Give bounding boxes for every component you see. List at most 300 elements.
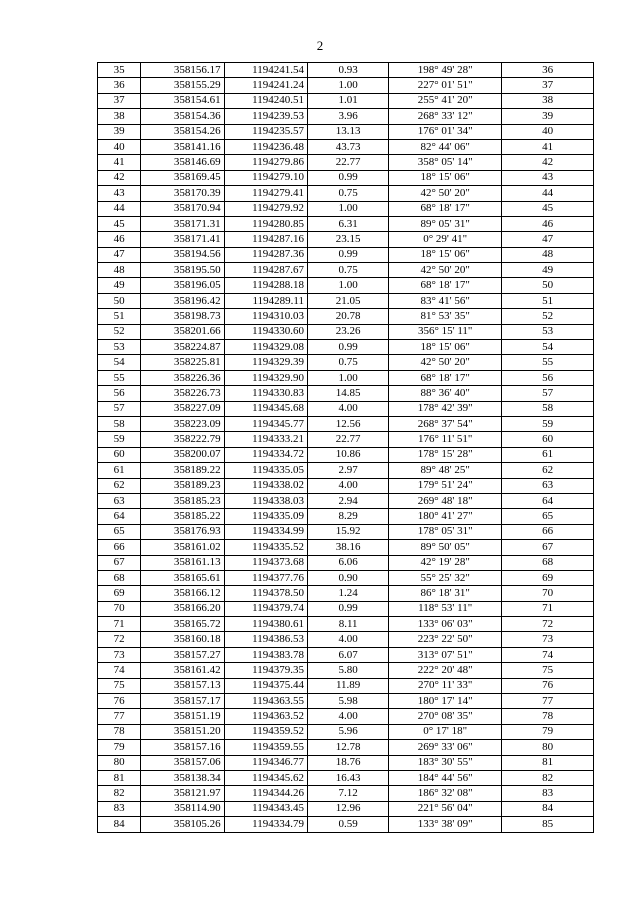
next-point-number-cell: 45 [502, 201, 594, 216]
distance-cell: 0.75 [307, 263, 388, 278]
y-coordinate-cell: 1194329.08 [224, 340, 307, 355]
x-coordinate-cell: 358157.13 [141, 678, 224, 693]
table-row [98, 632, 594, 647]
bearing-cell: 82° 44' 06" [389, 139, 502, 154]
y-coordinate-cell: 1194335.09 [224, 509, 307, 524]
next-point-number-cell: 59 [502, 416, 594, 431]
bearing-cell: 42° 50' 20" [389, 186, 502, 201]
point-number-cell: 53 [98, 340, 141, 355]
distance-cell: 6.06 [307, 555, 388, 570]
next-point-number-cell: 69 [502, 570, 594, 585]
y-coordinate-cell: 1194338.02 [224, 478, 307, 493]
distance-cell: 10.86 [307, 447, 388, 462]
table-row [98, 694, 594, 709]
bearing-cell: 68° 18' 17" [389, 201, 502, 216]
x-coordinate-cell: 358226.73 [141, 386, 224, 401]
x-coordinate-cell: 358146.69 [141, 155, 224, 170]
point-number-cell: 37 [98, 93, 141, 108]
bearing-cell: 184° 44' 56" [389, 770, 502, 785]
distance-cell: 22.77 [307, 432, 388, 447]
y-coordinate-cell: 1194345.62 [224, 770, 307, 785]
y-coordinate-cell: 1194280.85 [224, 216, 307, 231]
table-row [98, 463, 594, 478]
table-row [98, 770, 594, 785]
table-row [98, 247, 594, 262]
point-number-cell: 72 [98, 632, 141, 647]
x-coordinate-cell: 358141.16 [141, 139, 224, 154]
bearing-cell: 313° 07' 51" [389, 647, 502, 662]
distance-cell: 8.11 [307, 617, 388, 632]
y-coordinate-cell: 1194279.41 [224, 186, 307, 201]
y-coordinate-cell: 1194288.18 [224, 278, 307, 293]
distance-cell: 23.26 [307, 324, 388, 339]
distance-cell: 0.90 [307, 570, 388, 585]
next-point-number-cell: 77 [502, 694, 594, 709]
point-number-cell: 64 [98, 509, 141, 524]
next-point-number-cell: 62 [502, 463, 594, 478]
next-point-number-cell: 64 [502, 493, 594, 508]
distance-cell: 11.89 [307, 678, 388, 693]
table-row [98, 786, 594, 801]
table-row [98, 493, 594, 508]
bearing-cell: 223° 22' 50" [389, 632, 502, 647]
y-coordinate-cell: 1194373.68 [224, 555, 307, 570]
next-point-number-cell: 80 [502, 740, 594, 755]
distance-cell: 5.96 [307, 724, 388, 739]
x-coordinate-cell: 358161.13 [141, 555, 224, 570]
distance-cell: 0.93 [307, 63, 388, 78]
y-coordinate-cell: 1194359.55 [224, 740, 307, 755]
next-point-number-cell: 68 [502, 555, 594, 570]
table-row [98, 78, 594, 93]
table-row [98, 416, 594, 431]
table-row [98, 340, 594, 355]
x-coordinate-cell: 358222.79 [141, 432, 224, 447]
y-coordinate-cell: 1194334.99 [224, 524, 307, 539]
next-point-number-cell: 76 [502, 678, 594, 693]
point-number-cell: 66 [98, 540, 141, 555]
next-point-number-cell: 42 [502, 155, 594, 170]
distance-cell: 15.92 [307, 524, 388, 539]
next-point-number-cell: 58 [502, 401, 594, 416]
point-number-cell: 59 [98, 432, 141, 447]
point-number-cell: 46 [98, 232, 141, 247]
next-point-number-cell: 40 [502, 124, 594, 139]
coordinates-table-body [98, 63, 594, 833]
bearing-cell: 269° 33' 06" [389, 740, 502, 755]
table-row [98, 263, 594, 278]
distance-cell: 12.96 [307, 801, 388, 816]
point-number-cell: 63 [98, 493, 141, 508]
next-point-number-cell: 71 [502, 601, 594, 616]
distance-cell: 2.97 [307, 463, 388, 478]
next-point-number-cell: 66 [502, 524, 594, 539]
point-number-cell: 38 [98, 109, 141, 124]
next-point-number-cell: 56 [502, 370, 594, 385]
x-coordinate-cell: 358121.97 [141, 786, 224, 801]
y-coordinate-cell: 1194279.86 [224, 155, 307, 170]
x-coordinate-cell: 358196.05 [141, 278, 224, 293]
x-coordinate-cell: 358171.41 [141, 232, 224, 247]
point-number-cell: 70 [98, 601, 141, 616]
x-coordinate-cell: 358157.17 [141, 694, 224, 709]
distance-cell: 38.16 [307, 540, 388, 555]
next-point-number-cell: 41 [502, 139, 594, 154]
bearing-cell: 221° 56' 04" [389, 801, 502, 816]
next-point-number-cell: 60 [502, 432, 594, 447]
page-number: 2 [316, 38, 324, 53]
bearing-cell: 42° 50' 20" [389, 263, 502, 278]
next-point-number-cell: 47 [502, 232, 594, 247]
x-coordinate-cell: 358176.93 [141, 524, 224, 539]
distance-cell: 14.85 [307, 386, 388, 401]
distance-cell: 20.78 [307, 309, 388, 324]
y-coordinate-cell: 1194346.77 [224, 755, 307, 770]
table-row [98, 355, 594, 370]
table-row [98, 309, 594, 324]
point-number-cell: 39 [98, 124, 141, 139]
distance-cell: 4.00 [307, 478, 388, 493]
distance-cell: 3.96 [307, 109, 388, 124]
table-row [98, 555, 594, 570]
distance-cell: 13.13 [307, 124, 388, 139]
table-row [98, 678, 594, 693]
bearing-cell: 268° 37' 54" [389, 416, 502, 431]
y-coordinate-cell: 1194287.67 [224, 263, 307, 278]
distance-cell: 6.31 [307, 216, 388, 231]
bearing-cell: 88° 36' 40" [389, 386, 502, 401]
next-point-number-cell: 52 [502, 309, 594, 324]
bearing-cell: 42° 19' 28" [389, 555, 502, 570]
x-coordinate-cell: 358155.29 [141, 78, 224, 93]
point-number-cell: 84 [98, 817, 141, 832]
x-coordinate-cell: 358226.36 [141, 370, 224, 385]
bearing-cell: 42° 50' 20" [389, 355, 502, 370]
table-row [98, 755, 594, 770]
table-row [98, 278, 594, 293]
x-coordinate-cell: 358157.16 [141, 740, 224, 755]
bearing-cell: 81° 53' 35" [389, 309, 502, 324]
x-coordinate-cell: 358156.17 [141, 63, 224, 78]
distance-cell: 0.99 [307, 601, 388, 616]
table-row [98, 817, 594, 832]
y-coordinate-cell: 1194289.11 [224, 293, 307, 308]
y-coordinate-cell: 1194386.53 [224, 632, 307, 647]
next-point-number-cell: 72 [502, 617, 594, 632]
distance-cell: 0.99 [307, 170, 388, 185]
y-coordinate-cell: 1194380.61 [224, 617, 307, 632]
y-coordinate-cell: 1194239.53 [224, 109, 307, 124]
next-point-number-cell: 46 [502, 216, 594, 231]
y-coordinate-cell: 1194344.26 [224, 786, 307, 801]
y-coordinate-cell: 1194287.16 [224, 232, 307, 247]
next-point-number-cell: 57 [502, 386, 594, 401]
bearing-cell: 68° 18' 17" [389, 278, 502, 293]
bearing-cell: 89° 50' 05" [389, 540, 502, 555]
point-number-cell: 81 [98, 770, 141, 785]
bearing-cell: 68° 18' 17" [389, 370, 502, 385]
table-row [98, 370, 594, 385]
y-coordinate-cell: 1194377.76 [224, 570, 307, 585]
x-coordinate-cell: 358157.06 [141, 755, 224, 770]
y-coordinate-cell: 1194287.36 [224, 247, 307, 262]
y-coordinate-cell: 1194359.52 [224, 724, 307, 739]
point-number-cell: 51 [98, 309, 141, 324]
y-coordinate-cell: 1194375.44 [224, 678, 307, 693]
distance-cell: 6.07 [307, 647, 388, 662]
distance-cell: 1.24 [307, 586, 388, 601]
point-number-cell: 43 [98, 186, 141, 201]
bearing-cell: 176° 01' 34" [389, 124, 502, 139]
bearing-cell: 133° 38' 09" [389, 817, 502, 832]
x-coordinate-cell: 358114.90 [141, 801, 224, 816]
table-row [98, 740, 594, 755]
x-coordinate-cell: 358170.39 [141, 186, 224, 201]
y-coordinate-cell: 1194383.78 [224, 647, 307, 662]
x-coordinate-cell: 358105.26 [141, 817, 224, 832]
next-point-number-cell: 79 [502, 724, 594, 739]
bearing-cell: 179° 51' 24" [389, 478, 502, 493]
bearing-cell: 118° 53' 11" [389, 601, 502, 616]
distance-cell: 21.05 [307, 293, 388, 308]
bearing-cell: 268° 33' 12" [389, 109, 502, 124]
table-row [98, 709, 594, 724]
distance-cell: 23.15 [307, 232, 388, 247]
distance-cell: 0.99 [307, 247, 388, 262]
y-coordinate-cell: 1194378.50 [224, 586, 307, 601]
coordinates-table [97, 62, 594, 833]
bearing-cell: 18° 15' 06" [389, 247, 502, 262]
y-coordinate-cell: 1194363.52 [224, 709, 307, 724]
next-point-number-cell: 74 [502, 647, 594, 662]
distance-cell: 2.94 [307, 493, 388, 508]
point-number-cell: 83 [98, 801, 141, 816]
point-number-cell: 35 [98, 63, 141, 78]
y-coordinate-cell: 1194330.83 [224, 386, 307, 401]
table-row [98, 63, 594, 78]
next-point-number-cell: 83 [502, 786, 594, 801]
point-number-cell: 77 [98, 709, 141, 724]
bearing-cell: 358° 05' 14" [389, 155, 502, 170]
distance-cell: 12.78 [307, 740, 388, 755]
y-coordinate-cell: 1194334.72 [224, 447, 307, 462]
next-point-number-cell: 82 [502, 770, 594, 785]
x-coordinate-cell: 358170.94 [141, 201, 224, 216]
y-coordinate-cell: 1194279.10 [224, 170, 307, 185]
x-coordinate-cell: 358166.20 [141, 601, 224, 616]
point-number-cell: 65 [98, 524, 141, 539]
bearing-cell: 89° 05' 31" [389, 216, 502, 231]
x-coordinate-cell: 358196.42 [141, 293, 224, 308]
y-coordinate-cell: 1194310.03 [224, 309, 307, 324]
point-number-cell: 79 [98, 740, 141, 755]
table-row [98, 478, 594, 493]
x-coordinate-cell: 358154.61 [141, 93, 224, 108]
y-coordinate-cell: 1194333.21 [224, 432, 307, 447]
point-number-cell: 50 [98, 293, 141, 308]
table-row [98, 570, 594, 585]
point-number-cell: 69 [98, 586, 141, 601]
x-coordinate-cell: 358166.12 [141, 586, 224, 601]
table-row [98, 432, 594, 447]
next-point-number-cell: 49 [502, 263, 594, 278]
next-point-number-cell: 81 [502, 755, 594, 770]
table-row [98, 663, 594, 678]
x-coordinate-cell: 358225.81 [141, 355, 224, 370]
next-point-number-cell: 51 [502, 293, 594, 308]
x-coordinate-cell: 358223.09 [141, 416, 224, 431]
bearing-cell: 222° 20' 48" [389, 663, 502, 678]
x-coordinate-cell: 358157.27 [141, 647, 224, 662]
point-number-cell: 44 [98, 201, 141, 216]
bearing-cell: 83° 41' 56" [389, 293, 502, 308]
next-point-number-cell: 67 [502, 540, 594, 555]
distance-cell: 1.00 [307, 201, 388, 216]
point-number-cell: 57 [98, 401, 141, 416]
next-point-number-cell: 43 [502, 170, 594, 185]
next-point-number-cell: 78 [502, 709, 594, 724]
y-coordinate-cell: 1194345.77 [224, 416, 307, 431]
bearing-cell: 178° 42' 39" [389, 401, 502, 416]
bearing-cell: 18° 15' 06" [389, 170, 502, 185]
point-number-cell: 52 [98, 324, 141, 339]
point-number-cell: 75 [98, 678, 141, 693]
x-coordinate-cell: 358201.66 [141, 324, 224, 339]
x-coordinate-cell: 358165.61 [141, 570, 224, 585]
x-coordinate-cell: 358154.26 [141, 124, 224, 139]
next-point-number-cell: 75 [502, 663, 594, 678]
y-coordinate-cell: 1194379.35 [224, 663, 307, 678]
table-row [98, 124, 594, 139]
distance-cell: 1.00 [307, 78, 388, 93]
next-point-number-cell: 73 [502, 632, 594, 647]
distance-cell: 7.12 [307, 786, 388, 801]
point-number-cell: 60 [98, 447, 141, 462]
distance-cell: 4.00 [307, 632, 388, 647]
bearing-cell: 55° 25' 32" [389, 570, 502, 585]
x-coordinate-cell: 358185.23 [141, 493, 224, 508]
point-number-cell: 54 [98, 355, 141, 370]
x-coordinate-cell: 358138.34 [141, 770, 224, 785]
y-coordinate-cell: 1194241.24 [224, 78, 307, 93]
table-row [98, 324, 594, 339]
point-number-cell: 73 [98, 647, 141, 662]
x-coordinate-cell: 358169.45 [141, 170, 224, 185]
point-number-cell: 61 [98, 463, 141, 478]
table-row [98, 186, 594, 201]
y-coordinate-cell: 1194379.74 [224, 601, 307, 616]
bearing-cell: 183° 30' 55" [389, 755, 502, 770]
bearing-cell: 255° 41' 20" [389, 93, 502, 108]
distance-cell: 4.00 [307, 401, 388, 416]
x-coordinate-cell: 358189.23 [141, 478, 224, 493]
distance-cell: 0.59 [307, 817, 388, 832]
table-row [98, 139, 594, 154]
y-coordinate-cell: 1194338.03 [224, 493, 307, 508]
bearing-cell: 270° 11' 33" [389, 678, 502, 693]
bearing-cell: 270° 08' 35" [389, 709, 502, 724]
y-coordinate-cell: 1194240.51 [224, 93, 307, 108]
x-coordinate-cell: 358154.36 [141, 109, 224, 124]
point-number-cell: 80 [98, 755, 141, 770]
y-coordinate-cell: 1194235.57 [224, 124, 307, 139]
point-number-cell: 82 [98, 786, 141, 801]
x-coordinate-cell: 358200.07 [141, 447, 224, 462]
x-coordinate-cell: 358224.87 [141, 340, 224, 355]
point-number-cell: 78 [98, 724, 141, 739]
bearing-cell: 269° 48' 18" [389, 493, 502, 508]
next-point-number-cell: 85 [502, 817, 594, 832]
bearing-cell: 186° 32' 08" [389, 786, 502, 801]
bearing-cell: 356° 15' 11" [389, 324, 502, 339]
bearing-cell: 0° 17' 18" [389, 724, 502, 739]
distance-cell: 5.80 [307, 663, 388, 678]
y-coordinate-cell: 1194330.60 [224, 324, 307, 339]
y-coordinate-cell: 1194363.55 [224, 694, 307, 709]
x-coordinate-cell: 358195.50 [141, 263, 224, 278]
y-coordinate-cell: 1194236.48 [224, 139, 307, 154]
table-row [98, 647, 594, 662]
next-point-number-cell: 39 [502, 109, 594, 124]
next-point-number-cell: 44 [502, 186, 594, 201]
table-row [98, 447, 594, 462]
point-number-cell: 40 [98, 139, 141, 154]
y-coordinate-cell: 1194241.54 [224, 63, 307, 78]
x-coordinate-cell: 358165.72 [141, 617, 224, 632]
x-coordinate-cell: 358161.02 [141, 540, 224, 555]
bearing-cell: 18° 15' 06" [389, 340, 502, 355]
point-number-cell: 67 [98, 555, 141, 570]
bearing-cell: 180° 17' 14" [389, 694, 502, 709]
table-row [98, 586, 594, 601]
y-coordinate-cell: 1194329.39 [224, 355, 307, 370]
bearing-cell: 198° 49' 28" [389, 63, 502, 78]
table-row [98, 724, 594, 739]
table-row [98, 386, 594, 401]
x-coordinate-cell: 358161.42 [141, 663, 224, 678]
point-number-cell: 76 [98, 694, 141, 709]
table-row [98, 232, 594, 247]
y-coordinate-cell: 1194335.05 [224, 463, 307, 478]
point-number-cell: 74 [98, 663, 141, 678]
next-point-number-cell: 37 [502, 78, 594, 93]
table-row [98, 93, 594, 108]
point-number-cell: 58 [98, 416, 141, 431]
y-coordinate-cell: 1194345.68 [224, 401, 307, 416]
next-point-number-cell: 50 [502, 278, 594, 293]
next-point-number-cell: 48 [502, 247, 594, 262]
next-point-number-cell: 55 [502, 355, 594, 370]
next-point-number-cell: 63 [502, 478, 594, 493]
table-row [98, 170, 594, 185]
distance-cell: 1.01 [307, 93, 388, 108]
table-row [98, 401, 594, 416]
next-point-number-cell: 36 [502, 63, 594, 78]
bearing-cell: 0° 29' 41" [389, 232, 502, 247]
bearing-cell: 178° 15' 28" [389, 447, 502, 462]
table-row [98, 155, 594, 170]
next-point-number-cell: 53 [502, 324, 594, 339]
x-coordinate-cell: 358160.18 [141, 632, 224, 647]
table-row [98, 109, 594, 124]
distance-cell: 5.98 [307, 694, 388, 709]
distance-cell: 43.73 [307, 139, 388, 154]
table-row [98, 540, 594, 555]
x-coordinate-cell: 358198.73 [141, 309, 224, 324]
point-number-cell: 62 [98, 478, 141, 493]
point-number-cell: 55 [98, 370, 141, 385]
table-row [98, 216, 594, 231]
